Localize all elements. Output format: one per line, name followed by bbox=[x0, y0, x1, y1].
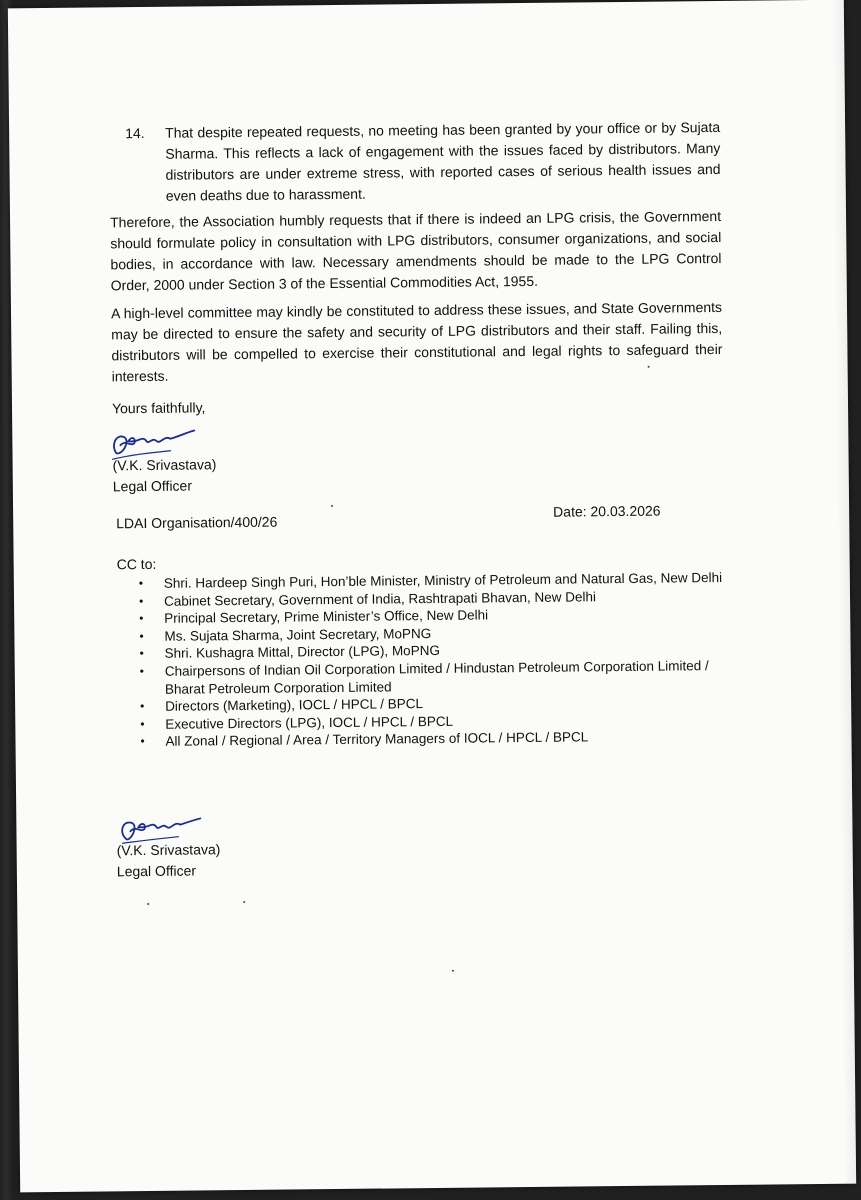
scan-speck bbox=[452, 970, 454, 972]
bullet-icon: • bbox=[138, 593, 144, 608]
cc-recipient: Ms. Sujata Sharma, Joint Secretary, MoPNG bbox=[164, 625, 432, 644]
cc-recipient: All Zonal / Regional / Area / Territory Managers of IOCL / HPCL / BPCL bbox=[165, 729, 589, 750]
bullet-icon: • bbox=[139, 611, 144, 626]
point-number: 14. bbox=[125, 124, 145, 142]
bullet-icon: • bbox=[139, 628, 144, 643]
bullet-icon: • bbox=[140, 716, 145, 731]
bullet-icon: • bbox=[139, 663, 145, 679]
bullet-icon: • bbox=[138, 576, 144, 591]
paragraph-committee: A high-level committee may kindly be constituted to address these issues, and State Governments may be directed to ensure the safety and security of LPG distributors and their staff. Failing this, distributors will be compelled to exercise their constitutional and legal rights to safeguard their interests. bbox=[110, 298, 723, 385]
cc-recipient: Cabinet Secretary, Government of India, Rashtrapati Bhavan, New Delhi bbox=[163, 588, 597, 609]
point-text: That despite repeated requests, no meeting has been granted by your office or by Sujata Sharma. This reflects a lack of engagement with the issues faced by distributors. Many distributors are under extreme stress, with reported cases of serious health issues and even deaths due to harassment. bbox=[165, 118, 721, 204]
signatory-name: (V.K. Srivastava) bbox=[116, 841, 221, 859]
letter-page bbox=[8, 0, 856, 1192]
cc-recipient: Principal Secretary, Prime Minister’s Office, New Delhi bbox=[164, 607, 489, 626]
letter-date: Date: 20.03.2026 bbox=[553, 502, 661, 520]
signatory-title: Legal Officer bbox=[112, 477, 193, 495]
cc-recipient: Directors (Marketing), IOCL / HPCL / BPCL bbox=[165, 696, 424, 714]
cc-recipient: Chairpersons of Indian Oil Corporation Limited / Hindustan Petroleum Corporation Limited / Bharat Petroleum Corporation Limited bbox=[164, 658, 709, 697]
numbered-point-14 bbox=[125, 117, 721, 207]
paragraph-therefore: Therefore, the Association humbly requests that if there is indeed an LPG crisis, the Government should formulate policy in consultation with LPG distributors, consumer organizations, and social bodies, in accordance with law. Necessary amendments should be made to the LPG Control Order, 2000 under Section 3 of the Essential Commodities Act, 1955. bbox=[109, 207, 722, 294]
page-edge-shadow bbox=[832, 0, 856, 1184]
cc-list bbox=[139, 569, 741, 751]
scan-speck bbox=[147, 903, 149, 905]
reference-number: LDAI Organisation/400/26 bbox=[116, 513, 278, 532]
cc-recipient: Shri. Hardeep Singh Puri, Hon’ble Minister, Ministry of Petroleum and Natural Gas, New Delhi bbox=[163, 569, 723, 591]
bullet-icon: • bbox=[140, 734, 145, 749]
bullet-icon: • bbox=[139, 646, 144, 661]
closing-salutation: Yours faithfully, bbox=[111, 399, 206, 417]
cc-recipient: Executive Directors (LPG), IOCL / HPCL / BPCL bbox=[165, 713, 454, 732]
scan-speck bbox=[331, 505, 333, 507]
signatory-name: (V.K. Srivastava) bbox=[112, 456, 217, 474]
bullet-icon: • bbox=[140, 699, 145, 714]
cc-heading: CC to: bbox=[116, 555, 157, 573]
scan-speck bbox=[648, 366, 650, 368]
cc-recipient: Shri. Kushagra Mittal, Director (LPG), MoPNG bbox=[164, 643, 440, 662]
scan-speck bbox=[243, 901, 245, 903]
signatory-title: Legal Officer bbox=[116, 862, 197, 880]
